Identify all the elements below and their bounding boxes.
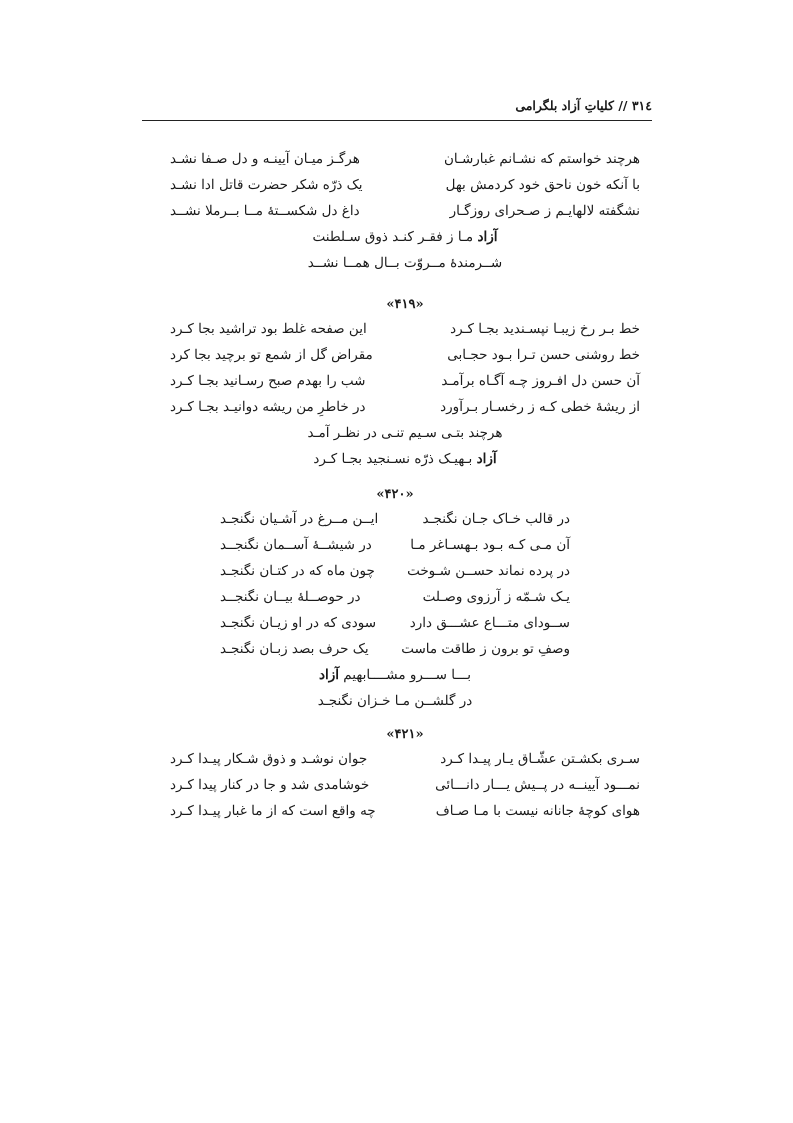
hemistich-first: آن مـی کـه بـود بـهسـاغر مـا [410, 537, 570, 553]
closing-text: شــرمندهٔ مــروّت بــال همــا نشــد [307, 255, 503, 271]
hemistich-second: در شیشــهٔ آســمان نگنجــد [220, 537, 372, 553]
poem-421 [170, 724, 640, 824]
couplet [170, 394, 640, 420]
hemistich-first: آن حسن دل افـروز چـه آگـاه برآمـد [441, 373, 640, 389]
poem-number: «۴۲۰» [376, 487, 414, 502]
closing-text: بـهیـک ذرّه نسـنجید بجـا کـرد [313, 451, 477, 467]
hemistich-first: سـری بکشـتن عشّـاق یـار پیـدا کـرد [440, 751, 640, 767]
closing-text: هرچند بتـی سـیم تنـی در نظـر آمـد [307, 425, 503, 441]
hemistich-first: خط روشنی حسن تـرا بـود حجـابی [447, 347, 640, 363]
couplet [170, 316, 640, 342]
couplet [170, 798, 640, 824]
couplet [220, 584, 570, 610]
hemistich-second: خوشامدی شد و جا در کنار پیدا کـرد [170, 777, 370, 793]
hemistich-second: ایــن مــرغ در آشـیان نگنجـد [220, 511, 379, 527]
poem-420 [220, 484, 570, 714]
hemistich-second: یک ذرّه شکر حضرت قاتل ادا نشـد [170, 177, 363, 193]
couplet [170, 172, 640, 198]
hemistich-second: هرگـز میـان آیینـه و دل صـفا نشـد [170, 151, 360, 167]
closing-line [170, 446, 640, 472]
hemistich-first: در قالب خـاک جـان نگنجـد [422, 511, 570, 527]
hemistich-first: در پرده نماند حســن شـوخت [407, 563, 570, 579]
hemistich-first: هرچند خواستم که نشـانم غبارشـان [443, 151, 640, 167]
poet-name: آزاد [476, 451, 497, 467]
closing-line [170, 224, 640, 250]
couplet [170, 146, 640, 172]
closing-line [170, 250, 640, 276]
hemistich-first: خط بـر رخ زیبـا نپسـندید بجـا کـرد [450, 321, 640, 337]
hemistich-first: ســودای متـــاع عشـــق دارد [409, 615, 570, 631]
hemistich-second: در حوصــلهٔ بیــان نگنجــد [220, 589, 361, 605]
hemistich-first: هوای کوچهٔ جانانه نیست با مـا صـاف [435, 803, 640, 819]
couplet [170, 746, 640, 772]
couplet [170, 772, 640, 798]
closing-line [220, 662, 570, 688]
closing-text: بـــا ســـرو مشــــابهیم [339, 667, 472, 683]
hemistich-first: با آنکه خون ناحق خود کردمش بهل [445, 177, 640, 193]
hemistich-first: نشگفته لالهایـم ز صـحرای روزگـار [449, 203, 640, 219]
hemistich-second: مقراض گل از شمع تو برچید بجا کرد [170, 347, 373, 363]
running-header [142, 96, 652, 121]
hemistich-second: سودی که در او زیـان نگنجـد [220, 615, 377, 631]
closing-text: در گلشــن مـا خـزان نگنجـد [317, 693, 473, 709]
hemistich-second: جوان نوشـد و ذوق شـکار پیـدا کـرد [170, 751, 368, 767]
hemistich-first: یـک شـمّه ز آرزوی وصـلت [422, 589, 570, 605]
poem-number: «۴۲۱» [386, 727, 424, 742]
poem-419 [170, 294, 640, 472]
closing-line [170, 420, 640, 446]
hemistich-second: در خاطرِ من ریشه دوانیـد بجـا کـرد [170, 399, 366, 415]
hemistich-first: نمـــود آیینــه در پــیش یـــار دانـــائی [435, 777, 640, 793]
couplet [170, 198, 640, 224]
poem-number: «۴۱۹» [386, 297, 424, 312]
poet-name: آزاد [477, 229, 498, 245]
couplet [220, 532, 570, 558]
poem-418-continuation [170, 146, 640, 276]
hemistich-second: این صفحه غلط بود تراشید بجا کـرد [170, 321, 367, 337]
hemistich-second: یک حرف بصد زبـان نگنجـد [220, 641, 369, 657]
closing-text: مـا ز فقـر کنـد ذوق سـلطنت [312, 229, 478, 245]
hemistich-second: چه واقع است که از ما غبار پیـدا کـرد [170, 803, 376, 819]
couplet [220, 636, 570, 662]
couplet [170, 368, 640, 394]
couplet [220, 506, 570, 532]
header-text: ٣١٤ // كلياتِ آزاد بلگرامی [515, 98, 652, 113]
hemistich-first: وصفِ تو برون ز طاقت ماست [401, 641, 570, 657]
hemistich-second: داغ دل شکســتهٔ مــا بــرملا نشــد [170, 203, 360, 219]
poet-name: آزاد [318, 667, 340, 683]
hemistich-second: شب را بهدم صبح رسـانید بجـا کـرد [170, 373, 366, 389]
hemistich-second: چون ماه که در کتـان نگنجـد [220, 563, 375, 579]
closing-line [220, 688, 570, 714]
hemistich-first: از ریشهٔ خطی کـه ز رخسـار بـرآورد [440, 399, 640, 415]
couplet [220, 610, 570, 636]
couplet [170, 342, 640, 368]
couplet [220, 558, 570, 584]
